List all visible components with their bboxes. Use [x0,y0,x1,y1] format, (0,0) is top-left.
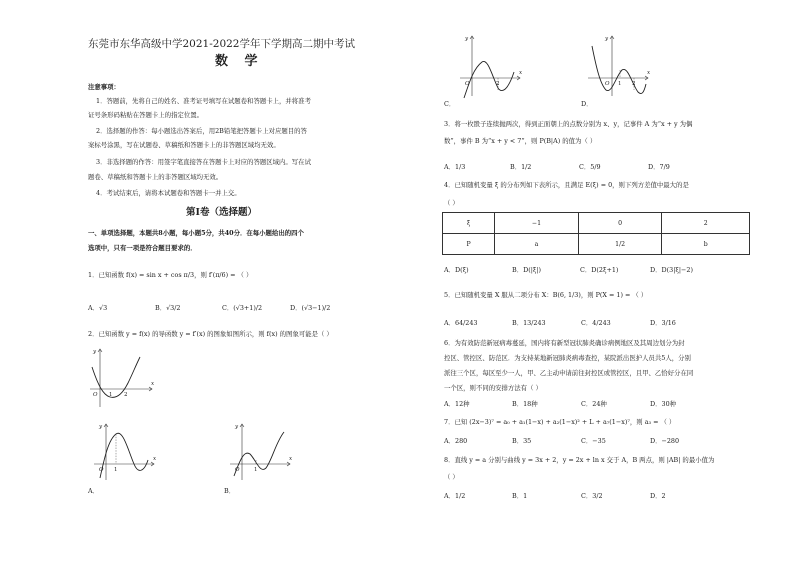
axis-y-label: y [99,424,103,430]
axis-x-label: x [289,456,293,462]
origin-label: O [235,467,240,473]
q2-option-d-graph [586,32,656,100]
axis-x-label: x [151,381,155,387]
q2-stem: 2．已知函数 y = f(x) 的导函数 y = f′(x) 的图象如图所示，则 f(x) 的图象可能是（ ） [88,330,333,338]
q4-option-a: A．D(ξ) [444,266,469,274]
tick-1-label: 1 [254,467,258,473]
table-cell: a [495,234,579,255]
q2-option-a-graph [92,420,162,482]
note-line: 证号条形码粘贴在答题卡上的指定位置。 [88,111,204,119]
table-row [443,213,750,234]
tick-2-label: 2 [496,81,500,87]
origin-label: O [93,392,98,398]
axis-x-label: x [153,456,157,462]
section-title: 第Ⅰ卷（选择题） [186,207,257,218]
q6-option-d: D．30种 [650,400,677,408]
axis-y-label: y [235,424,239,430]
q5-option-c: C．4/243 [581,319,611,327]
q7-option-b: B．35 [512,437,532,445]
q2-option-c-graph [458,32,528,100]
axis-x-label: x [647,70,651,76]
q8-option-d: D．2 [650,492,666,500]
exam-title: 东莞市东华高级中学2021-2022学年下学期高二期中考试 [88,38,355,50]
q2-option-d: D． [581,100,593,108]
q2-option-b: B． [224,487,236,495]
q8-option-a: A．1/2 [444,492,466,500]
q4-option-c: C．D(2ξ+1) [580,266,619,274]
q7-option-c: C．−35 [581,437,606,445]
table-row [443,234,750,255]
q4-distribution-table [442,212,750,255]
q4-stem: （ ） [444,199,459,207]
q3-option-c: C．5/9 [579,163,601,171]
q8-stem: （ ） [444,473,459,481]
q4-stem: 4．已知随机变量 ξ 的分布列如下表所示，且满足 E(ξ) = 0，则下列方差值中最大的是 [444,181,689,189]
q7-option-a: A．280 [444,437,468,445]
note-line: 案标号涂黑，写在试题卷、草稿纸和答题卡上的非答题区域均无效。 [88,141,280,149]
q1-option-b: B．√3/2 [155,304,181,312]
table-cell: P [443,234,495,255]
q6-option-b: B．18种 [512,400,538,408]
q6-option-a: A．12种 [444,400,470,408]
notes-heading: 注意事项： [88,83,120,91]
axis-y-label: y [605,36,609,42]
q2-option-c: C． [444,100,456,108]
table-cell: 2 [662,213,750,234]
origin-label: O [465,81,470,87]
q1-option-a: A．√3 [88,304,108,312]
q6-option-c: C．24种 [581,400,607,408]
q3-option-b: B．1/2 [510,163,532,171]
table-cell: ξ [443,213,495,234]
axis-y-label: y [93,349,97,355]
q8-option-c: C．3/2 [581,492,603,500]
axis-x-label: x [519,70,523,76]
tick-1-label: 1 [618,81,622,87]
tick-2-label: 2 [632,81,636,87]
q4-option-d: D．D(3|ξ|−2) [650,266,693,274]
table-cell: b [662,234,750,255]
section-intro: 选项中，只有一项是符合题目要求的． [88,244,197,252]
q6-stem: 6．为有效防范新冠病毒蔓延，国内将有新型冠状肺炎确诊病例地区及其周边划分为封 [444,339,685,347]
q2-option-b-graph [228,420,298,482]
subject-title: 数 学 [215,54,264,69]
q2-derivative-graph [88,345,158,410]
q4-option-b: B．D(|ξ|) [512,266,542,274]
q7-option-d: D．−280 [650,437,680,445]
origin-label: O [605,81,610,87]
q7-stem: 7．已知 (2x−3)⁷ = a₀ + a₁(1−x) + a₂(1−x)² + L + a₇(1−x)⁷，则 a₃ = （ ） [444,418,676,426]
q5-option-b: B．13/243 [512,319,546,327]
axis-y-label: y [465,36,469,42]
q3-option-a: A．1/3 [444,163,466,171]
table-cell: 0 [578,213,662,234]
q3-stem: 3．将一枚骰子连续抛两次，得到正面朝上的点数分别为 x、y，记事件 A 为“x + y 为偶 [444,120,693,128]
q6-stem: 一个区，则不同的安排方法有（ ） [444,384,542,392]
note-line: 题卷、草稿纸和答题卡上的非答题区域均无效。 [88,173,223,181]
tick-2-label: 2 [124,392,128,398]
table-cell: −1 [495,213,579,234]
q2-option-a: A． [88,487,100,495]
q8-option-b: B．1 [512,492,528,500]
q6-stem: 控区、管控区、防范区．为支持某地新冠肺炎病毒查控，某院派出医护人员共5人，分别 [444,354,691,362]
q1-option-c: C．(√3+1)/2 [222,304,263,312]
q5-option-a: A．64/243 [444,319,478,327]
q1-option-d: D．(√3−1)/2 [290,304,331,312]
note-line: 2．选择题的作答：每小题选出答案后，用2B铅笔把答题卡上对应题目的答 [96,127,307,135]
tick-1-label: 1 [109,392,113,398]
q5-option-d: D．3/16 [650,319,676,327]
table-cell: 1/2 [578,234,662,255]
q5-stem: 5．已知随机变量 X 服从二项分布 X：B(6, 1/3)，则 P(X = 1) = （ ） [444,291,648,299]
note-line: 1．答题前，先将自己的姓名、准考证号填写在试题卷和答题卡上，并将准考 [96,97,311,105]
tick-1-label: 1 [114,467,118,473]
q1-stem: 1．已知函数 f(x) = sin x + cos π/3，则 f′(π/6) = （ ） [88,271,253,279]
section-intro: 一、单项选择题，本题共8小题，每小题5分，共40分．在每小题给出的四个 [88,229,304,237]
q8-stem: 8．直线 y = a 分别与曲线 y = 3x + 2，y = 2x + ln x 交于 A，B 两点，则 |AB| 的最小值为 [444,456,715,464]
q3-stem: 数”，事件 B 为“x + y < 7”，则 P(B|A) 的值为（ ） [444,137,597,145]
note-line: 4．考试结束后，请将本试题卷和答题卡一并上交。 [96,189,241,197]
note-line: 3．非选择题的作答：用签字笔直接答在答题卡上对应的答题区域内。写在试 [96,158,311,166]
q6-stem: 派往三个区，每区至少一人，甲、乙主动申请前往封控区或管控区，且甲、乙恰好分在同 [444,369,694,377]
q3-option-d: D．7/9 [648,163,670,171]
origin-label: O [99,467,104,473]
